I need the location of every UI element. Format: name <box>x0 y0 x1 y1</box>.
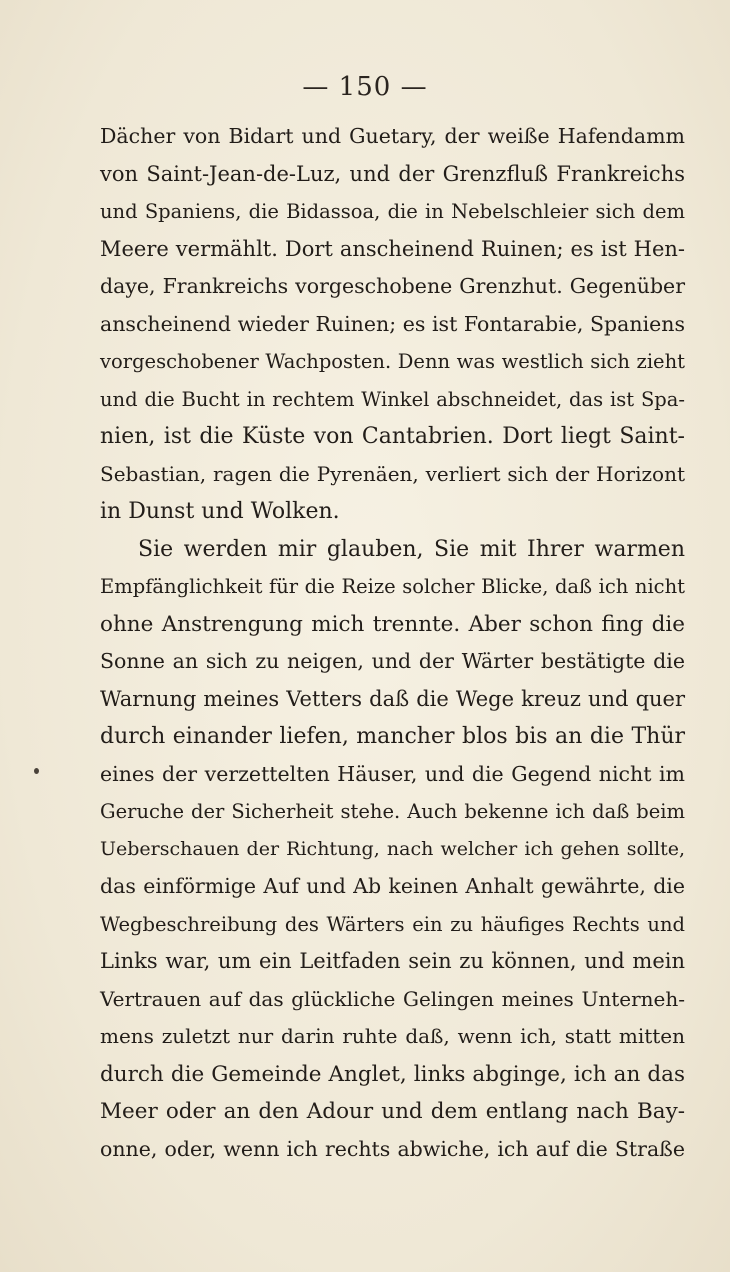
text-line: Meer oder an den Adour und dem entlang nach Bay- <box>100 1099 685 1124</box>
text-line: Links war, um ein Leitfaden sein zu können, und mein <box>100 949 685 973</box>
body-text <box>100 118 685 1168</box>
text-line: durch die Gemeinde Anglet, links abginge, ich an das <box>100 1061 685 1087</box>
text-line: das einförmige Auf und Ab keinen Anhalt gewährte, die <box>100 874 685 898</box>
text-line: von Saint-Jean-de-Luz, und der Grenzfluß Frankreichs <box>100 161 685 186</box>
text-line: anscheinend wieder Ruinen; es ist Fontarabie, Spaniens <box>100 311 685 336</box>
text-line: ohne Anstrengung mich trennte. Aber schon fing die <box>100 611 685 637</box>
text-line: Wegbeschreibung des Wärters ein zu häufiges Rechts und <box>100 912 685 936</box>
text-line: Warnung meines Vetters daß die Wege kreuz und quer <box>100 686 685 711</box>
text-line: daye, Frankreichs vorgeschobene Grenzhut. Gegenüber <box>100 274 685 298</box>
text-line: eines der verzettelten Häuser, und die Gegend nicht im <box>100 761 685 786</box>
text-line: und die Bucht in rechtem Winkel abschneidet, das ist Spa- <box>100 387 685 411</box>
text-line: Vertrauen auf das glückliche Gelingen meines Unterneh- <box>100 986 685 1011</box>
text-line: Geruche der Sicherheit stehe. Auch bekenne ich daß beim <box>100 800 685 823</box>
text-line: und Spaniens, die Bidassoa, die in Nebelschleier sich dem <box>100 200 685 223</box>
text-line: Empfänglichkeit für die Reize solcher Blicke, daß ich nicht <box>100 575 685 598</box>
text-line: nien, ist die Küste von Cantabrien. Dort liegt Saint- <box>100 424 685 449</box>
ink-speck <box>34 768 39 774</box>
text-line: Sonne an sich zu neigen, und der Wärter bestätigte die <box>100 649 685 673</box>
text-line: mens zuletzt nur darin ruhte daß, wenn ich, statt mitten <box>100 1024 685 1048</box>
text-line: Meere vermählt. Dort anscheinend Ruinen; es ist Hen- <box>100 236 685 261</box>
text-line: Dächer von Bidart und Guetary, der weiße Hafendamm <box>100 124 685 148</box>
page-number: — 150 — <box>302 72 428 102</box>
text-line: in Dunst und Wolken. <box>100 499 340 524</box>
text-line: Sie werden mir glauben, Sie mit Ihrer warmen <box>138 536 685 562</box>
text-line: Ueberschauen der Richtung, nach welcher ich gehen sollte, <box>100 837 685 860</box>
text-line: Sebastian, ragen die Pyrenäen, verliert sich der Horizont <box>100 461 685 486</box>
text-line: durch einander liefen, mancher blos bis an die Thür <box>100 724 685 749</box>
text-line: onne, oder, wenn ich rechts abwiche, ich auf die Straße <box>100 1136 685 1161</box>
text-line: vorgeschobener Wachposten. Denn was westlich sich zieht <box>100 350 685 373</box>
